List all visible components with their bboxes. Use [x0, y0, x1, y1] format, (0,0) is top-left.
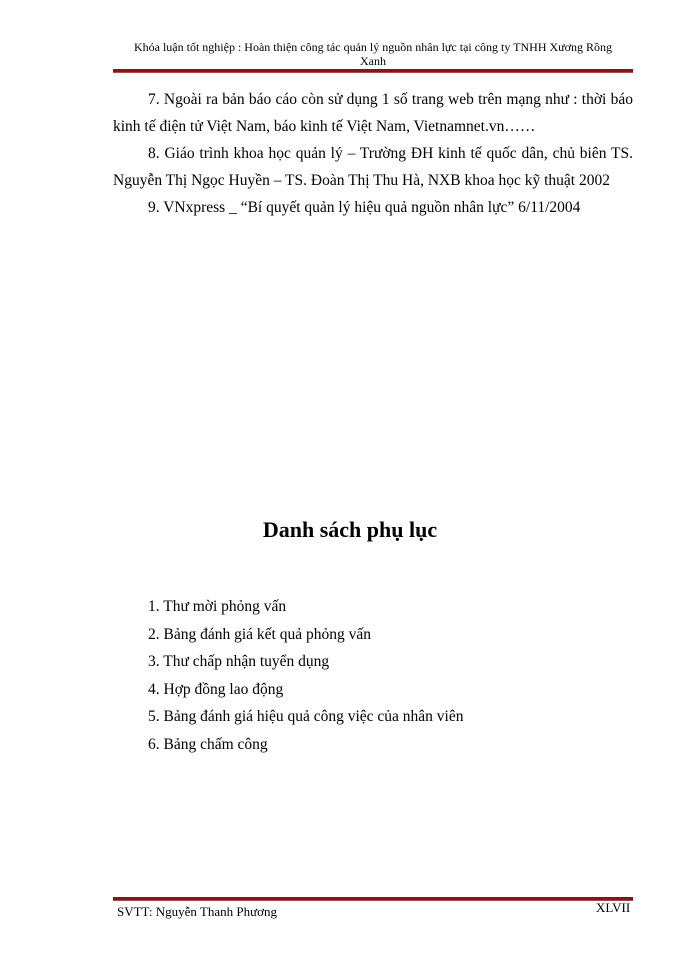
footer-rule: [113, 897, 633, 901]
appendix-item: 4. Hợp đồng lao động: [148, 680, 284, 698]
appendix-list: [148, 593, 464, 758]
appendix-item: 1. Thư mời phỏng vấn: [148, 598, 287, 615]
appendix-item: 6. Bảng chấm công: [148, 735, 268, 753]
running-header: [113, 40, 633, 68]
appendix-item: 2. Bảng đánh giá kết quả phỏng vấn: [148, 625, 371, 643]
reference-item-9: 9. VNxpress _ “Bí quyết quản lý hiệu quả nguồn nhân lực” 6/11/2004: [148, 199, 581, 216]
appendix-item: 5. Bảng đánh giá hiệu quả công việc của nhân viên: [148, 708, 464, 725]
page-number: XLVII: [596, 900, 631, 915]
header-line-1: Khóa luận tốt nghiệp : Hoàn thiện công tác quản lý nguồn nhân lực tại công ty TNHH Xương Rồng: [133, 40, 613, 54]
references-list: [113, 86, 633, 221]
reference-item-8: 8. Giáo trình khoa học quản lý – Trường ĐH kinh tế quốc dân, chủ biên TS. Nguyễn Thị Ngọc Huyền – TS. Đoàn Thị Thu Hà, NXB khoa học kỹ thuật 2002: [113, 145, 633, 189]
appendix-item: 3. Thư chấp nhận tuyển dụng: [148, 653, 330, 670]
appendix-title: Danh sách phụ lục: [262, 517, 438, 542]
header-rule: [113, 69, 633, 73]
header-line-2: Xanh: [360, 54, 386, 68]
reference-item-7: 7. Ngoài ra bản báo cáo còn sử dụng 1 số trang web trên mạng như : thời báo kinh tế điện tử Việt Nam, báo kinh tế Việt Nam, Vietnamnet.vn……: [113, 91, 633, 135]
footer-author: SVTT: Nguyễn Thanh Phương: [117, 904, 277, 919]
